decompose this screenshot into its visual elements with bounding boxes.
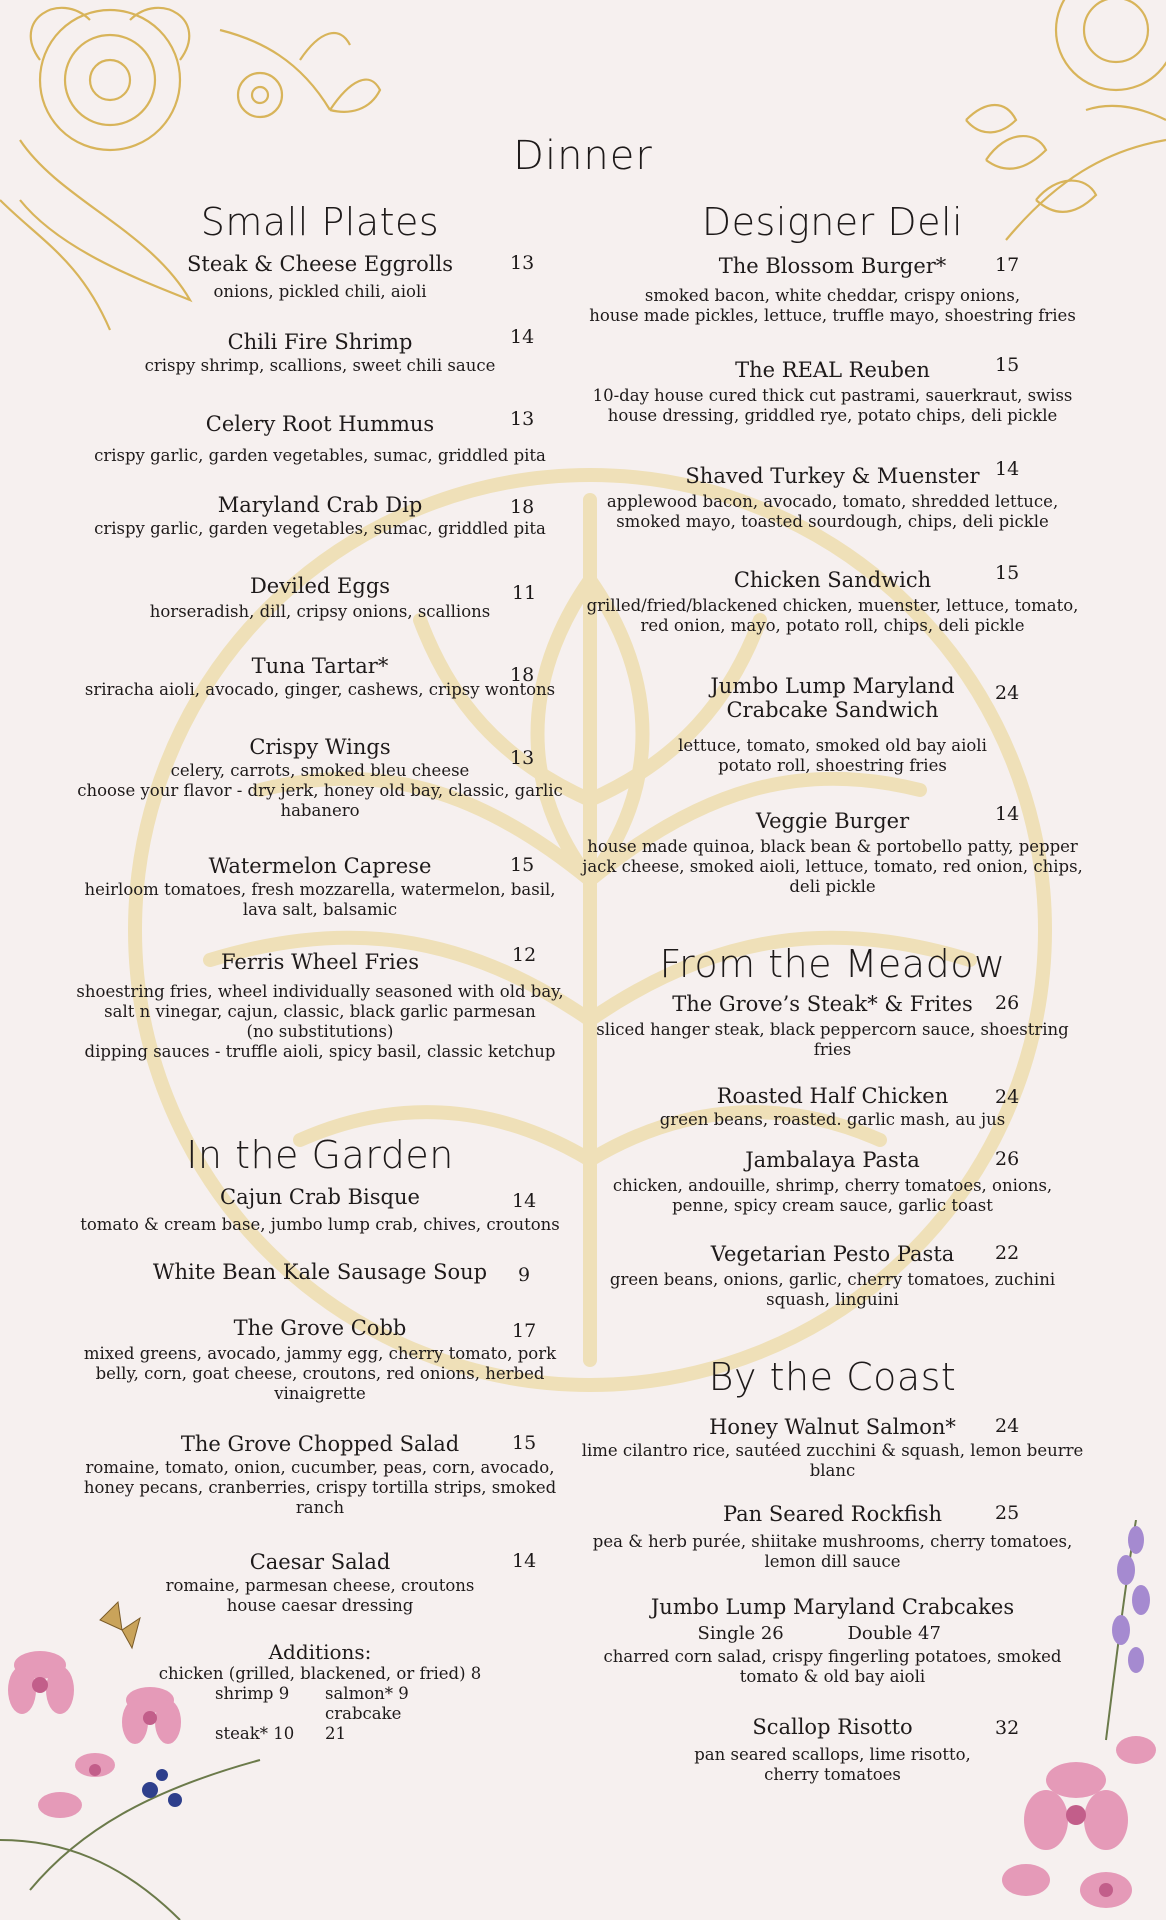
item-description [580,837,1085,897]
item-price: 15 [512,1432,537,1454]
item-name: Steak & Cheese Eggrolls [187,252,453,276]
item-description-line: house caesar dressing [226,1596,414,1615]
item-description-line: cherry tomatoes [764,1765,901,1784]
item-description-line: lava salt, balsamic [242,900,398,919]
item-description [580,1647,1085,1687]
item-description-line: house dressing, griddled rye, potato chips, deli pickle [607,406,1058,425]
item-description-line: blanc [809,1461,856,1480]
item-description-line: pan seared scallops, lime risotto, [694,1745,971,1764]
item-name: Celery Root Hummus [205,412,435,436]
item-description-line: romaine, tomato, onion, cucumber, peas, corn, avocado, [85,1458,555,1477]
additions-title: Additions: [268,1640,372,1664]
item-description-line: belly, corn, goat cheese, croutons, red onions, herbed [95,1364,545,1383]
item-description-line: potato roll, shoestring fries [718,756,947,775]
item-price: 26 [995,992,1020,1014]
item-description-line: lettuce, tomato, smoked old bay aioli [678,736,987,755]
item-price: 15 [995,354,1020,376]
item-description [580,736,1085,776]
item-name: Crispy Wings [249,735,391,759]
item-description-line: house made pickles, lettuce, truffle mayo, shoestring fries [589,306,1076,325]
item-description [580,1441,1085,1481]
menu-item [70,1260,570,1284]
item-description-line: habanero [280,801,360,820]
item-price: 18 [510,496,535,518]
item-description-line: applewood bacon, avocado, tomato, shredded lettuce, [606,492,1059,511]
menu-item [580,1502,1085,1572]
item-price: 15 [995,562,1020,584]
menu-item [580,674,1085,776]
addition-steak: steak* 10 [215,1724,295,1743]
item-description-line: romaine, parmesan cheese, croutons [165,1576,475,1595]
item-description-line: 10-day house cured thick cut pastrami, sauerkraut, swiss [592,386,1073,405]
item-price: 24 [995,1415,1020,1437]
menu-item [70,408,570,466]
crabcake-options [580,1623,1085,1645]
item-name: Shaved Turkey & Muenster [685,464,980,488]
item-name: Jambalaya Pasta [745,1148,920,1172]
item-price: 14 [512,1190,537,1212]
item-description: crispy garlic, garden vegetables, sumac, griddled pita [94,446,546,465]
item-description-line: chicken, andouille, shrimp, cherry tomatoes, onions, [612,1176,1053,1195]
item-price: 13 [510,252,535,274]
item-description-line: tomato & old bay aioli [739,1667,926,1686]
menu-item [580,1084,1085,1130]
item-description [70,1458,570,1518]
item-description [70,761,570,821]
menu-item [70,1550,570,1616]
item-description-line: house made quinoa, black bean & portobello patty, pepper [587,837,1078,856]
menu-item [70,252,570,302]
menu-item [70,1185,570,1235]
menu-item [70,854,570,920]
option-single: Single 26 [697,1623,784,1644]
left-column [70,0,570,1920]
menu-item [70,944,570,1062]
item-description-line: choose your flavor - dry jerk, honey old bay, classic, garlic [77,781,563,800]
item-price: 13 [510,747,535,769]
menu-item [580,1715,1085,1785]
item-price: 24 [995,682,1020,704]
section-title-deli: Designer Deli [701,200,964,244]
item-price: 26 [995,1148,1020,1170]
item-name: Cajun Crab Bisque [220,1185,420,1209]
item-description-line: deli pickle [789,877,876,896]
item-description-line: smoked mayo, toasted sourdough, chips, deli pickle [616,512,1049,531]
item-description [580,596,1085,636]
item-name: The REAL Reuben [735,358,930,382]
item-price: 17 [512,1320,537,1342]
item-price: 14 [510,326,535,348]
item-name: Tuna Tartar* [251,654,389,678]
menu-item [580,992,1085,1060]
item-description-line: heirloom tomatoes, fresh mozzarella, watermelon, basil, [84,880,556,899]
item-price: 22 [995,1242,1020,1264]
item-description-line: pea & herb purée, shiitake mushrooms, cherry tomatoes, [592,1532,1073,1551]
item-price: 24 [995,1086,1020,1108]
item-name: Chili Fire Shrimp [227,330,413,354]
menu-item [70,493,570,539]
item-description-line: lemon dill sauce [764,1552,901,1571]
item-description [580,1745,1085,1785]
item-description-line: squash, linguini [766,1290,899,1309]
item-description [580,1270,1085,1310]
menu-item [580,458,1085,532]
item-name: Roasted Half Chicken [716,1084,949,1108]
item-description [580,492,1085,532]
item-description [580,286,1085,326]
addition-shrimp: shrimp 9 [215,1684,290,1703]
item-description: green beans, roasted. garlic mash, au jus [659,1110,1006,1129]
menu-item [580,562,1085,636]
additions [70,1640,570,1744]
item-description-line: jack cheese, smoked aioli, lettuce, tomato, red onion, chips, [582,857,1083,876]
item-description-line: salt n vinegar, cajun, classic, black garlic parmesan [104,1002,536,1021]
item-description-line: penne, spicy cream sauce, garlic toast [672,1196,993,1215]
section-title-garden: In the Garden [186,1133,454,1177]
item-description [70,880,570,920]
item-description-line: vinaigrette [274,1384,366,1403]
item-description [70,1576,570,1616]
menu-item [580,254,1085,326]
additions-line: chicken (grilled, blackened, or fried) 8 [158,1664,482,1683]
item-price: 14 [995,458,1020,480]
section-title-small-plates: Small Plates [200,200,440,244]
item-description-line: celery, carrots, smoked bleu cheese [170,761,470,780]
item-description: horseradish, dill, cripsy onions, scallions [149,602,491,621]
menu-item [580,803,1085,897]
item-price: 18 [510,664,535,686]
item-price: 12 [512,944,537,966]
item-name: Honey Walnut Salmon* [709,1415,956,1439]
menu-item [70,326,570,376]
item-name: Maryland Crab Dip [217,493,423,517]
item-name: Jumbo Lump Maryland Crabcake Sandwich [710,674,955,722]
page-title: Dinner [513,133,653,179]
item-description: sriracha aioli, avocado, ginger, cashews, cripsy wontons [84,680,556,699]
right-column [580,0,1085,1920]
item-price: 25 [995,1502,1020,1524]
item-description-line: sliced hanger steak, black peppercorn sauce, shoestring [596,1020,1069,1039]
additions-row [70,1684,570,1704]
item-description [580,1020,1085,1060]
menu-item [580,1148,1085,1216]
item-price: 14 [512,1550,537,1572]
item-price: 17 [995,254,1020,276]
item-name: The Grove’s Steak* & Frites [672,992,973,1016]
item-description-line: ranch [295,1498,345,1517]
menu-item [70,1316,570,1404]
menu-item [580,1242,1085,1310]
item-description-line: dipping sauces - truffle aioli, spicy basil, classic ketchup [84,1042,556,1061]
item-description-line: lime cilantro rice, sautéed zucchini & squash, lemon beurre [581,1441,1084,1460]
menu-item [70,1432,570,1518]
item-description: onions, pickled chili, aioli [213,282,427,301]
item-name: The Grove Chopped Salad [180,1432,460,1456]
additions-row [70,1704,570,1744]
item-description-line: honey pecans, cranberries, crispy tortilla strips, smoked [83,1478,557,1497]
option-double: Double 47 [847,1623,941,1644]
item-price: 13 [510,408,535,430]
item-description: crispy shrimp, scallions, sweet chili sauce [144,356,496,375]
item-price: 9 [518,1264,531,1286]
addition-salmon: salmon* 9 [325,1684,409,1703]
item-description: crispy garlic, garden vegetables, sumac, griddled pita [94,519,546,538]
item-description-line: red onion, mayo, potato roll, chips, deli pickle [640,616,1025,635]
item-description-line: smoked bacon, white cheddar, crispy onions, [644,286,1021,305]
section-title-coast: By the Coast [708,1355,957,1399]
item-name: Jumbo Lump Maryland Crabcakes [650,1595,1015,1619]
item-description-line: fries [813,1040,852,1059]
menu-item [70,654,570,700]
item-name: Ferris Wheel Fries [221,950,419,974]
item-description-line: green beans, onions, garlic, cherry tomatoes, zuchini [609,1270,1056,1289]
item-price: 14 [995,803,1020,825]
item-name: White Bean Kale Sausage Soup [152,1260,488,1284]
item-name: Scallop Risotto [752,1715,913,1739]
item-description-line: grilled/fried/blackened chicken, muenster, lettuce, tomato, [586,596,1079,615]
item-name: Caesar Salad [249,1550,391,1574]
section-title-meadow: From the Meadow [659,942,1006,986]
item-price: 15 [510,854,535,876]
item-description [580,1176,1085,1216]
item-name: Chicken Sandwich [733,568,932,592]
item-description [580,1532,1085,1572]
item-name: Veggie Burger [755,809,910,833]
item-name: Deviled Eggs [249,574,391,598]
item-name: The Grove Cobb [233,1316,407,1340]
item-description [580,386,1085,426]
menu-item [70,574,570,622]
item-name: Watermelon Caprese [208,854,432,878]
item-description [70,982,570,1062]
addition-crabcake: crabcake 21 [325,1704,402,1743]
item-name: Pan Seared Rockfish [722,1502,943,1526]
item-price: 32 [995,1717,1020,1739]
item-description: tomato & cream base, jumbo lump crab, chives, croutons [80,1215,560,1234]
item-description-line: (no substitutions) [246,1022,394,1041]
menu-item [580,1415,1085,1481]
menu-item [70,735,570,821]
item-price: 11 [512,582,537,604]
item-description-line: shoestring fries, wheel individually seasoned with old bay, [76,982,564,1001]
menu-item [580,354,1085,426]
item-name: The Blossom Burger* [718,254,947,278]
item-description-line: charred corn salad, crispy fingerling potatoes, smoked [603,1647,1062,1666]
item-name: Vegetarian Pesto Pasta [710,1242,955,1266]
menu-item [580,1595,1085,1687]
item-description-line: mixed greens, avocado, jammy egg, cherry tomato, pork [83,1344,557,1363]
item-description [70,1344,570,1404]
